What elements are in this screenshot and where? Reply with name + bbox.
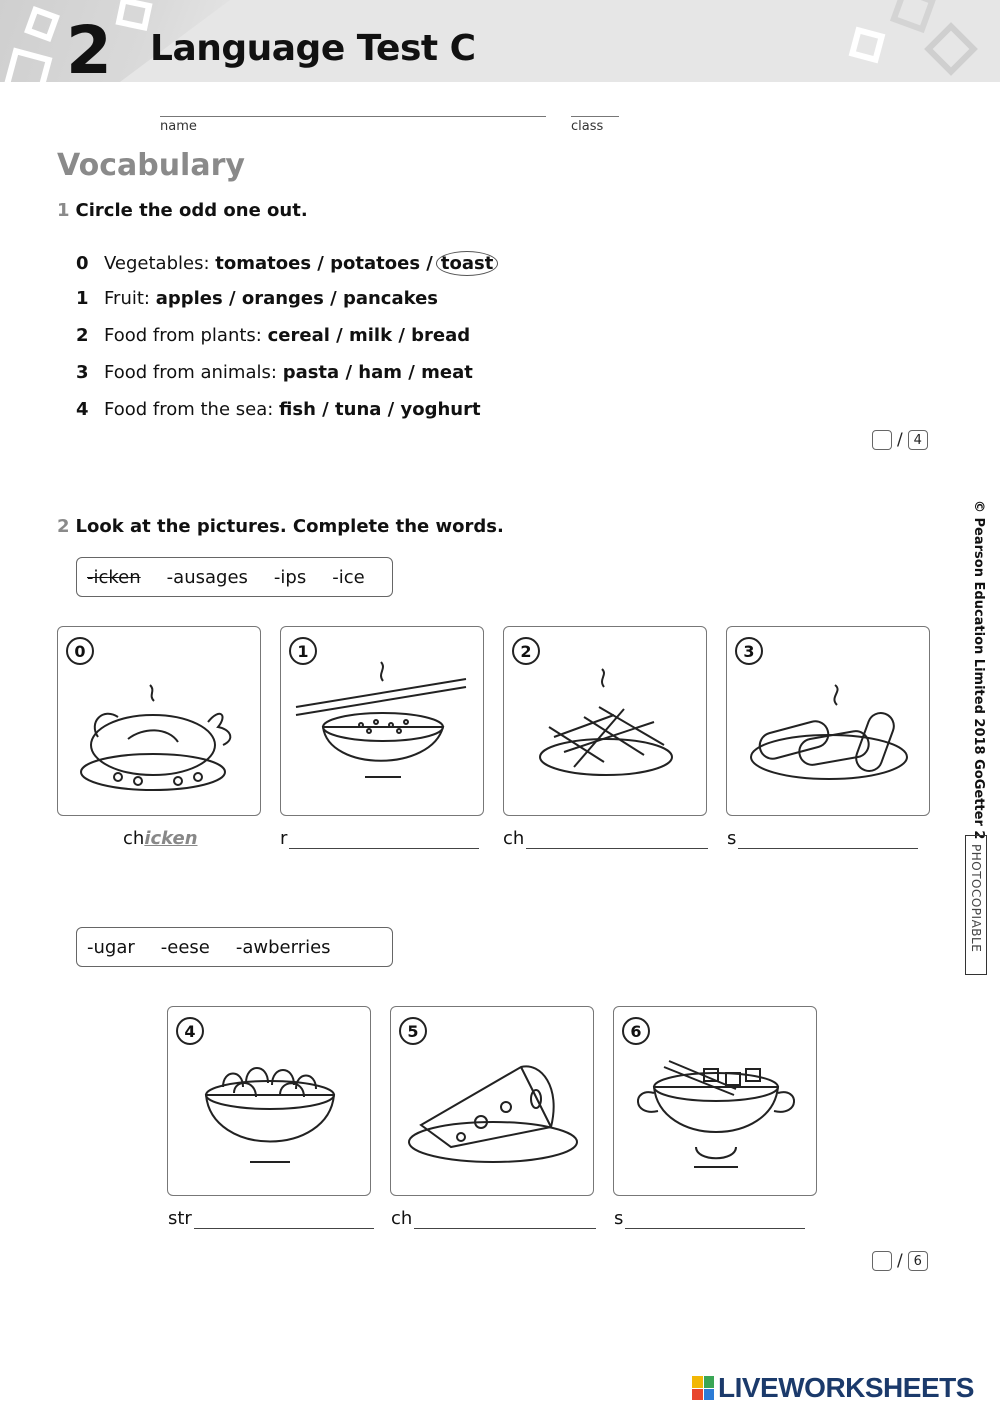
word-box-2 <box>76 927 393 967</box>
word-option: -icken <box>87 566 141 588</box>
answer-prefix: r <box>280 828 288 849</box>
cheese-icon <box>391 1007 595 1197</box>
word-option: -eese <box>160 936 210 958</box>
sugar-bowl-icon <box>614 1007 818 1197</box>
picture-card <box>280 626 484 816</box>
exercise2-instruction <box>57 516 504 537</box>
answer-input[interactable] <box>194 1211 374 1229</box>
class-label: class <box>571 119 604 134</box>
section-title: Vocabulary <box>57 148 245 183</box>
answer-field <box>614 1208 805 1229</box>
answer-field <box>280 828 479 849</box>
copyright-text: © Pearson Education Limited 2018 GoGetter 2 <box>971 500 986 840</box>
score-sep: / <box>897 1251 903 1271</box>
item-number: 1 <box>76 288 89 309</box>
picture-card <box>503 626 707 816</box>
answer-input[interactable] <box>526 831 708 849</box>
item-category: Food from animals: <box>104 362 277 383</box>
answer-input[interactable] <box>738 831 918 849</box>
item-category: Food from plants: <box>104 325 262 346</box>
list-item <box>76 325 470 346</box>
score-sep: / <box>897 430 903 450</box>
list-item <box>76 362 473 383</box>
sausages-plate-icon <box>727 627 931 817</box>
picture-number: 1 <box>289 637 317 665</box>
word-option: -ice <box>332 566 365 588</box>
copyright-vertical <box>962 500 992 840</box>
word-option: -ausages <box>166 566 248 588</box>
name-line[interactable] <box>160 116 546 117</box>
score-box[interactable] <box>872 1251 892 1271</box>
circled-answer: toast <box>436 251 498 276</box>
answer-input[interactable] <box>414 1211 596 1229</box>
answer-example: icken <box>144 828 198 849</box>
chips-plate-icon <box>504 627 708 817</box>
picture-card <box>167 1006 371 1196</box>
picture-number: 4 <box>176 1017 204 1045</box>
answer-prefix: ch <box>503 828 525 849</box>
instruction-text: Circle the odd one out. <box>75 200 308 221</box>
picture-card <box>726 626 930 816</box>
item-number: 2 <box>76 325 89 346</box>
page-title: Language Test C <box>150 28 476 69</box>
answer-field <box>503 828 708 849</box>
picture-number: 0 <box>66 637 94 665</box>
item-category: Vegetables: <box>104 253 210 274</box>
brand-text: LIVEWORKSHEETS <box>718 1372 974 1403</box>
exercise-number: 2 <box>57 516 70 537</box>
picture-number: 2 <box>512 637 540 665</box>
item-category: Fruit: <box>104 288 150 309</box>
answer-prefix: s <box>727 828 737 849</box>
score-total: 6 <box>908 1251 928 1271</box>
answer-prefix: ch <box>123 828 145 849</box>
list-item <box>76 399 481 420</box>
item-category: Food from the sea: <box>104 399 274 420</box>
list-item <box>76 251 498 276</box>
unit-number: 2 <box>66 12 112 89</box>
picture-number: 3 <box>735 637 763 665</box>
item-options[interactable]: fish / tuna / yoghurt <box>279 399 481 420</box>
item-options[interactable]: tomatoes / potatoes / <box>215 253 433 274</box>
item-options[interactable]: apples / oranges / pancakes <box>155 288 439 309</box>
picture-number: 6 <box>622 1017 650 1045</box>
score-ex2 <box>872 1251 928 1271</box>
word-option: -ips <box>273 566 307 588</box>
exercise1-instruction <box>57 200 308 221</box>
answer-prefix: s <box>614 1208 624 1229</box>
score-ex1 <box>872 430 928 450</box>
answer-field <box>168 1208 374 1229</box>
score-total: 4 <box>908 430 928 450</box>
word-option: -ugar <box>87 936 135 958</box>
photocopiable-box <box>965 835 987 975</box>
answer-field <box>391 1208 596 1229</box>
item-number: 4 <box>76 399 89 420</box>
answer-prefix: str <box>168 1208 192 1229</box>
liveworksheets-logo <box>692 1372 974 1404</box>
score-box[interactable] <box>872 430 892 450</box>
answer-prefix: ch <box>391 1208 413 1229</box>
answer-input[interactable] <box>625 1211 805 1229</box>
exercise-number: 1 <box>57 200 70 221</box>
photocopiable-text: PHOTOCOPIABLE <box>969 844 983 953</box>
picture-number: 5 <box>399 1017 427 1045</box>
picture-card <box>57 626 261 816</box>
answer-input[interactable] <box>289 831 479 849</box>
list-item <box>76 288 438 309</box>
item-options[interactable]: pasta / ham / meat <box>282 362 473 383</box>
word-box-1 <box>76 557 393 597</box>
answer-field <box>727 828 918 849</box>
class-line[interactable] <box>571 116 619 117</box>
roast-chicken-icon <box>58 627 262 817</box>
item-number: 3 <box>76 362 89 383</box>
brand-grid-icon <box>692 1376 714 1400</box>
picture-card <box>390 1006 594 1196</box>
item-number: 0 <box>76 253 89 274</box>
instruction-text: Look at the pictures. Complete the words. <box>75 516 504 537</box>
answer-field <box>123 828 198 849</box>
word-option: -awberries <box>235 936 331 958</box>
name-label: name <box>160 119 197 134</box>
picture-card <box>613 1006 817 1196</box>
item-options[interactable]: cereal / milk / bread <box>267 325 471 346</box>
strawberry-bowl-icon <box>168 1007 372 1197</box>
rice-bowl-icon <box>281 627 485 817</box>
